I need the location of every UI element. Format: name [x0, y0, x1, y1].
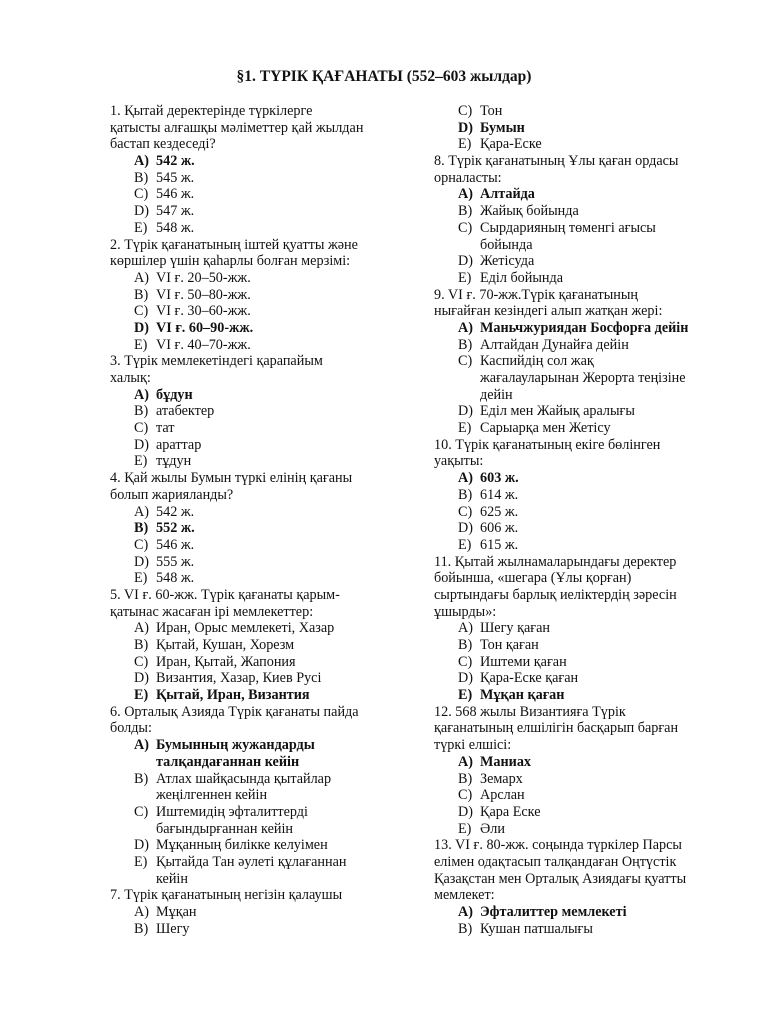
option-letter: D)	[134, 553, 149, 570]
answer-option	[434, 654, 716, 671]
question-text-line: бойынша, «шегара (Ұлы қорған)	[434, 570, 632, 587]
answer-option	[110, 170, 400, 187]
answer-option	[110, 504, 400, 521]
option-text: Қара-Еске	[480, 136, 542, 153]
answer-option	[110, 837, 400, 854]
answer-option	[434, 420, 716, 437]
option-text: Тон қаған	[480, 637, 539, 653]
question-text-line: 8. Түрік қағанатының Ұлы қаған ордасы	[434, 153, 679, 170]
answer-option	[110, 904, 400, 921]
answer-option-correct	[110, 320, 400, 337]
option-letter: E)	[458, 269, 472, 286]
option-text: Шегу қаған	[480, 620, 550, 637]
option-letter: A)	[134, 620, 149, 637]
option-letter: E)	[134, 853, 148, 870]
question-text-line: қатысты алғашқы мәліметтер қай жылдан	[110, 119, 364, 136]
option-text: VI ғ. 20–50-жж.	[156, 269, 251, 286]
answer-option-correct	[434, 754, 716, 771]
option-letter: E)	[134, 687, 149, 704]
option-text: Тон	[480, 103, 503, 119]
option-text: Иштемидің эфталиттерді	[156, 803, 308, 820]
option-letter: E)	[458, 420, 472, 437]
answer-option	[434, 220, 716, 237]
option-letter: A)	[134, 737, 149, 754]
option-text: Жайық бойында	[480, 203, 579, 220]
answer-option	[110, 303, 400, 320]
question-text-line: түркі елшісі:	[434, 737, 512, 754]
option-text: 548 ж.	[156, 570, 195, 587]
question-text-line: халық:	[110, 370, 151, 386]
answer-option	[434, 520, 716, 537]
option-continuation: талқандағаннан кейін	[156, 753, 300, 770]
question-text-line: 4. Қай жылы Бумын түркі елінің қағаны	[110, 470, 353, 487]
answer-option	[110, 203, 400, 220]
option-text: Шегу	[156, 920, 190, 937]
answer-option	[434, 787, 716, 804]
option-text: Мұқанның билікке келуімен	[156, 837, 328, 854]
question-text-line: қағанатының елшілігін басқарып барған	[434, 720, 679, 737]
answer-option-correct	[434, 904, 716, 921]
option-text: VI ғ. 40–70-жж.	[156, 336, 251, 353]
answer-option	[434, 337, 716, 354]
option-text: Мұқан қаған	[480, 687, 565, 704]
option-text: Арслан	[480, 787, 525, 804]
option-text: 555 ж.	[156, 553, 195, 570]
answer-option	[434, 771, 716, 788]
answer-option	[434, 487, 716, 504]
question-text-line: 1. Қытай деректерінде түркілерге	[110, 103, 313, 119]
option-letter: B)	[134, 520, 149, 537]
option-letter: C)	[458, 219, 473, 236]
answer-option	[110, 570, 400, 587]
option-text: араттар	[156, 436, 202, 453]
option-letter: C)	[134, 186, 149, 203]
option-letter: B)	[134, 920, 149, 937]
option-text: 546 ж.	[156, 186, 195, 203]
option-text: Бумын	[480, 119, 525, 136]
option-letter: B)	[458, 486, 473, 503]
answer-option	[110, 420, 400, 437]
option-letter: C)	[134, 536, 149, 553]
option-letter: B)	[458, 770, 473, 787]
answer-option	[110, 437, 400, 454]
answer-option	[434, 804, 716, 821]
answer-option	[434, 403, 716, 420]
option-text: Қытай, Кушан, Хорезм	[156, 637, 295, 653]
option-letter: C)	[458, 653, 473, 670]
answer-option	[110, 921, 400, 938]
option-letter: B)	[458, 336, 473, 353]
option-letter: E)	[458, 536, 472, 553]
question-text-line: 7. Түрік қағанатының негізін қалаушы	[110, 887, 343, 904]
option-letter: A)	[458, 470, 473, 487]
option-text: 615 ж.	[480, 536, 519, 553]
question-text-line: 9. VI ғ. 70-жж.Түрік қағанатының	[434, 286, 638, 303]
question-text-line: 11. Қытай жылнамаларындағы деректер	[434, 553, 677, 570]
option-letter: B)	[134, 770, 149, 787]
option-letter: C)	[134, 653, 149, 670]
option-text: Иран, Қытай, Жапония	[156, 653, 296, 670]
option-text: 606 ж.	[480, 520, 519, 537]
option-text: бұдун	[156, 386, 193, 403]
option-letter: E)	[134, 453, 148, 470]
answer-option	[434, 637, 716, 654]
option-text: 545 ж.	[156, 169, 195, 186]
question-text-line: қатынас жасаған ірі мемлекеттер:	[110, 603, 314, 620]
option-letter: B)	[458, 203, 473, 220]
option-letter: E)	[134, 336, 148, 353]
option-letter: D)	[458, 520, 473, 537]
option-text: Әли	[480, 820, 505, 837]
option-text: Сарыарқа мен Жетісу	[480, 420, 611, 437]
option-text: Каспийдің сол жақ	[480, 353, 594, 370]
option-text: Қытайда Тан әулеті құлағаннан	[156, 853, 347, 870]
question-text-line: 5. VI ғ. 60-жж. Түрік қағанаты қарым-	[110, 586, 340, 603]
answer-option	[434, 670, 716, 687]
answer-option-correct	[110, 153, 400, 170]
question-text-line: нығайған кезіндегі алып жатқан жері:	[434, 303, 663, 320]
option-letter: A)	[458, 753, 473, 770]
option-letter: C)	[458, 103, 473, 119]
answer-option	[110, 637, 400, 654]
option-letter: B)	[458, 920, 473, 937]
option-text: Еділ бойында	[480, 269, 563, 286]
answer-option	[110, 186, 400, 203]
option-continuation: жеңілгеннен кейін	[156, 787, 268, 804]
answer-option	[434, 537, 716, 554]
option-text: VI ғ. 50–80-жж.	[156, 286, 251, 303]
option-text: 552 ж.	[156, 520, 195, 537]
option-letter: E)	[134, 219, 148, 236]
question-text-line: болып жарияланды?	[110, 486, 234, 503]
answer-option	[110, 403, 400, 420]
option-text: VI ғ. 30–60-жж.	[156, 303, 251, 320]
option-letter: D)	[458, 403, 473, 420]
answer-option	[110, 337, 400, 354]
answer-option-correct	[110, 387, 400, 404]
option-text: Маниах	[480, 753, 532, 770]
option-text: 625 ж.	[480, 503, 519, 520]
option-text: VI ғ. 60–90-жж.	[156, 319, 254, 336]
question-text-line: 12. 568 жылы Византияға Түрік	[434, 703, 626, 720]
option-text: Алтайдан Дунайға дейін	[480, 336, 629, 353]
option-text: Атлах шайқасында қытайлар	[156, 770, 332, 787]
option-letter: B)	[134, 286, 149, 303]
option-continuation: бағындырғаннан кейін	[156, 820, 294, 837]
answer-option	[110, 220, 400, 237]
option-letter: E)	[134, 570, 148, 587]
option-text: Қара-Еске қаған	[480, 670, 579, 687]
answer-option-correct	[434, 120, 716, 137]
answer-option-correct	[434, 687, 716, 704]
option-text: Мұқан	[156, 904, 197, 920]
answer-option-correct	[434, 470, 716, 487]
answer-option	[110, 287, 400, 304]
option-text: Еділ мен Жайық аралығы	[480, 403, 635, 420]
option-letter: A)	[134, 153, 149, 170]
answer-option-correct	[110, 737, 400, 754]
option-text: Қытай, Иран, Византия	[156, 687, 310, 704]
option-letter: A)	[134, 386, 149, 403]
option-text: 546 ж.	[156, 536, 195, 553]
answer-option	[110, 537, 400, 554]
option-continuation: дейін	[480, 386, 513, 403]
answer-option	[434, 270, 716, 287]
answer-option	[434, 103, 716, 120]
answer-option	[434, 821, 716, 838]
option-letter: D)	[134, 436, 149, 453]
question-text-line: болды:	[110, 720, 152, 737]
option-text: Эфталиттер мемлекеті	[480, 904, 627, 920]
answer-option-correct	[434, 186, 716, 203]
option-text: 614 ж.	[480, 486, 519, 503]
answer-option	[434, 921, 716, 938]
option-letter: C)	[458, 503, 473, 520]
question-text-line: уақыты:	[434, 453, 484, 470]
option-text: Алтайда	[480, 186, 535, 203]
option-continuation: жағалауларынан Жерорта теңізіне	[480, 370, 686, 386]
answer-option	[434, 253, 716, 270]
option-letter: E)	[458, 687, 473, 704]
option-letter: C)	[134, 303, 149, 320]
option-letter: B)	[134, 637, 149, 653]
page-title: §1. ТҮРІК ҚАҒАНАТЫ (552–603 жылдар)	[236, 68, 532, 85]
question-text-line: ұшырды»:	[434, 603, 497, 620]
left-column	[110, 103, 400, 937]
option-letter: D)	[458, 803, 473, 820]
option-letter: D)	[458, 119, 473, 136]
option-letter: D)	[458, 253, 473, 270]
answer-option	[110, 771, 400, 788]
answer-option	[110, 620, 400, 637]
option-text: Земарх	[480, 770, 523, 787]
option-continuation: бойында	[480, 236, 533, 253]
answer-option	[434, 203, 716, 220]
question-text-line: сыртындағы барлық иеліктердің зәресін	[434, 586, 677, 603]
option-letter: A)	[134, 503, 149, 520]
question-text-line: орналасты:	[434, 169, 502, 186]
option-letter: A)	[458, 319, 473, 336]
answer-option	[110, 654, 400, 671]
option-text: Иран, Орыс мемлекеті, Хазар	[156, 620, 335, 637]
option-letter: B)	[134, 169, 149, 186]
question-text-line: Қазақстан мен Орталық Азиядағы қуатты	[434, 870, 687, 887]
option-text: Бумынның жужандарды	[156, 737, 315, 754]
answer-option	[110, 804, 400, 821]
answer-option	[110, 453, 400, 470]
option-letter: D)	[134, 670, 149, 687]
answer-option-correct	[110, 687, 400, 704]
option-letter: C)	[458, 353, 473, 370]
option-letter: E)	[458, 820, 472, 837]
answer-option	[110, 670, 400, 687]
option-letter: B)	[134, 403, 149, 420]
option-text: 542 ж.	[156, 503, 195, 520]
question-text-line: 3. Түрік мемлекетіндегі қарапайым	[110, 353, 323, 370]
option-letter: A)	[134, 904, 149, 920]
option-text: 603 ж.	[480, 470, 519, 487]
option-letter: D)	[134, 203, 149, 220]
answer-option	[434, 136, 716, 153]
answer-option	[110, 854, 400, 871]
option-text: Маньчжуриядан Босфорға дейін	[480, 319, 689, 336]
option-letter: D)	[134, 319, 149, 336]
option-text: 542 ж.	[156, 153, 195, 170]
option-text: Византия, Хазар, Киев Русі	[156, 670, 322, 687]
option-text: атабектер	[156, 403, 215, 420]
option-text: Иштеми қаған	[480, 653, 567, 670]
option-letter: A)	[134, 269, 149, 286]
answer-option-correct	[434, 320, 716, 337]
question-text-line: көршілер үшін қаһарлы болған мерзімі:	[110, 253, 351, 270]
answer-option	[110, 270, 400, 287]
option-text: тұдун	[156, 453, 192, 470]
answer-option	[434, 504, 716, 521]
question-text-line: 6. Орталық Азияда Түрік қағанаты пайда	[110, 703, 359, 720]
option-letter: D)	[458, 670, 473, 687]
question-text-line: мемлекет:	[434, 887, 495, 904]
question-text-line: 13. VI ғ. 80-жж. соңында түркілер Парсы	[434, 837, 682, 854]
answer-option	[434, 620, 716, 637]
question-text-line: бастап кездеседі?	[110, 136, 216, 153]
answer-option	[434, 353, 716, 370]
right-column	[434, 103, 716, 937]
option-letter: C)	[458, 787, 473, 804]
option-text: Жетісуда	[480, 253, 535, 270]
option-letter: D)	[134, 837, 149, 854]
option-text: Қара Еске	[480, 803, 541, 820]
option-continuation: кейін	[156, 870, 188, 887]
question-text-line: 10. Түрік қағанатының екіге бөлінген	[434, 436, 661, 453]
option-letter: C)	[134, 803, 149, 820]
question-text-line: елімен одақтасып талқандаған Оңтүстік	[434, 853, 677, 870]
answer-option-correct	[110, 520, 400, 537]
answer-option	[110, 554, 400, 571]
question-text-line: 2. Түрік қағанатының іштей қуатты және	[110, 236, 358, 253]
option-letter: B)	[458, 637, 473, 653]
option-letter: C)	[134, 420, 149, 437]
option-letter: A)	[458, 620, 473, 637]
option-text: Сырдарияның төменгі ағысы	[480, 219, 656, 236]
option-text: 548 ж.	[156, 219, 195, 236]
option-letter: E)	[458, 136, 472, 153]
option-letter: A)	[458, 904, 473, 920]
option-text: Кушан патшалығы	[480, 920, 593, 937]
option-text: тат	[156, 420, 175, 437]
option-letter: A)	[458, 186, 473, 203]
option-text: 547 ж.	[156, 203, 195, 220]
